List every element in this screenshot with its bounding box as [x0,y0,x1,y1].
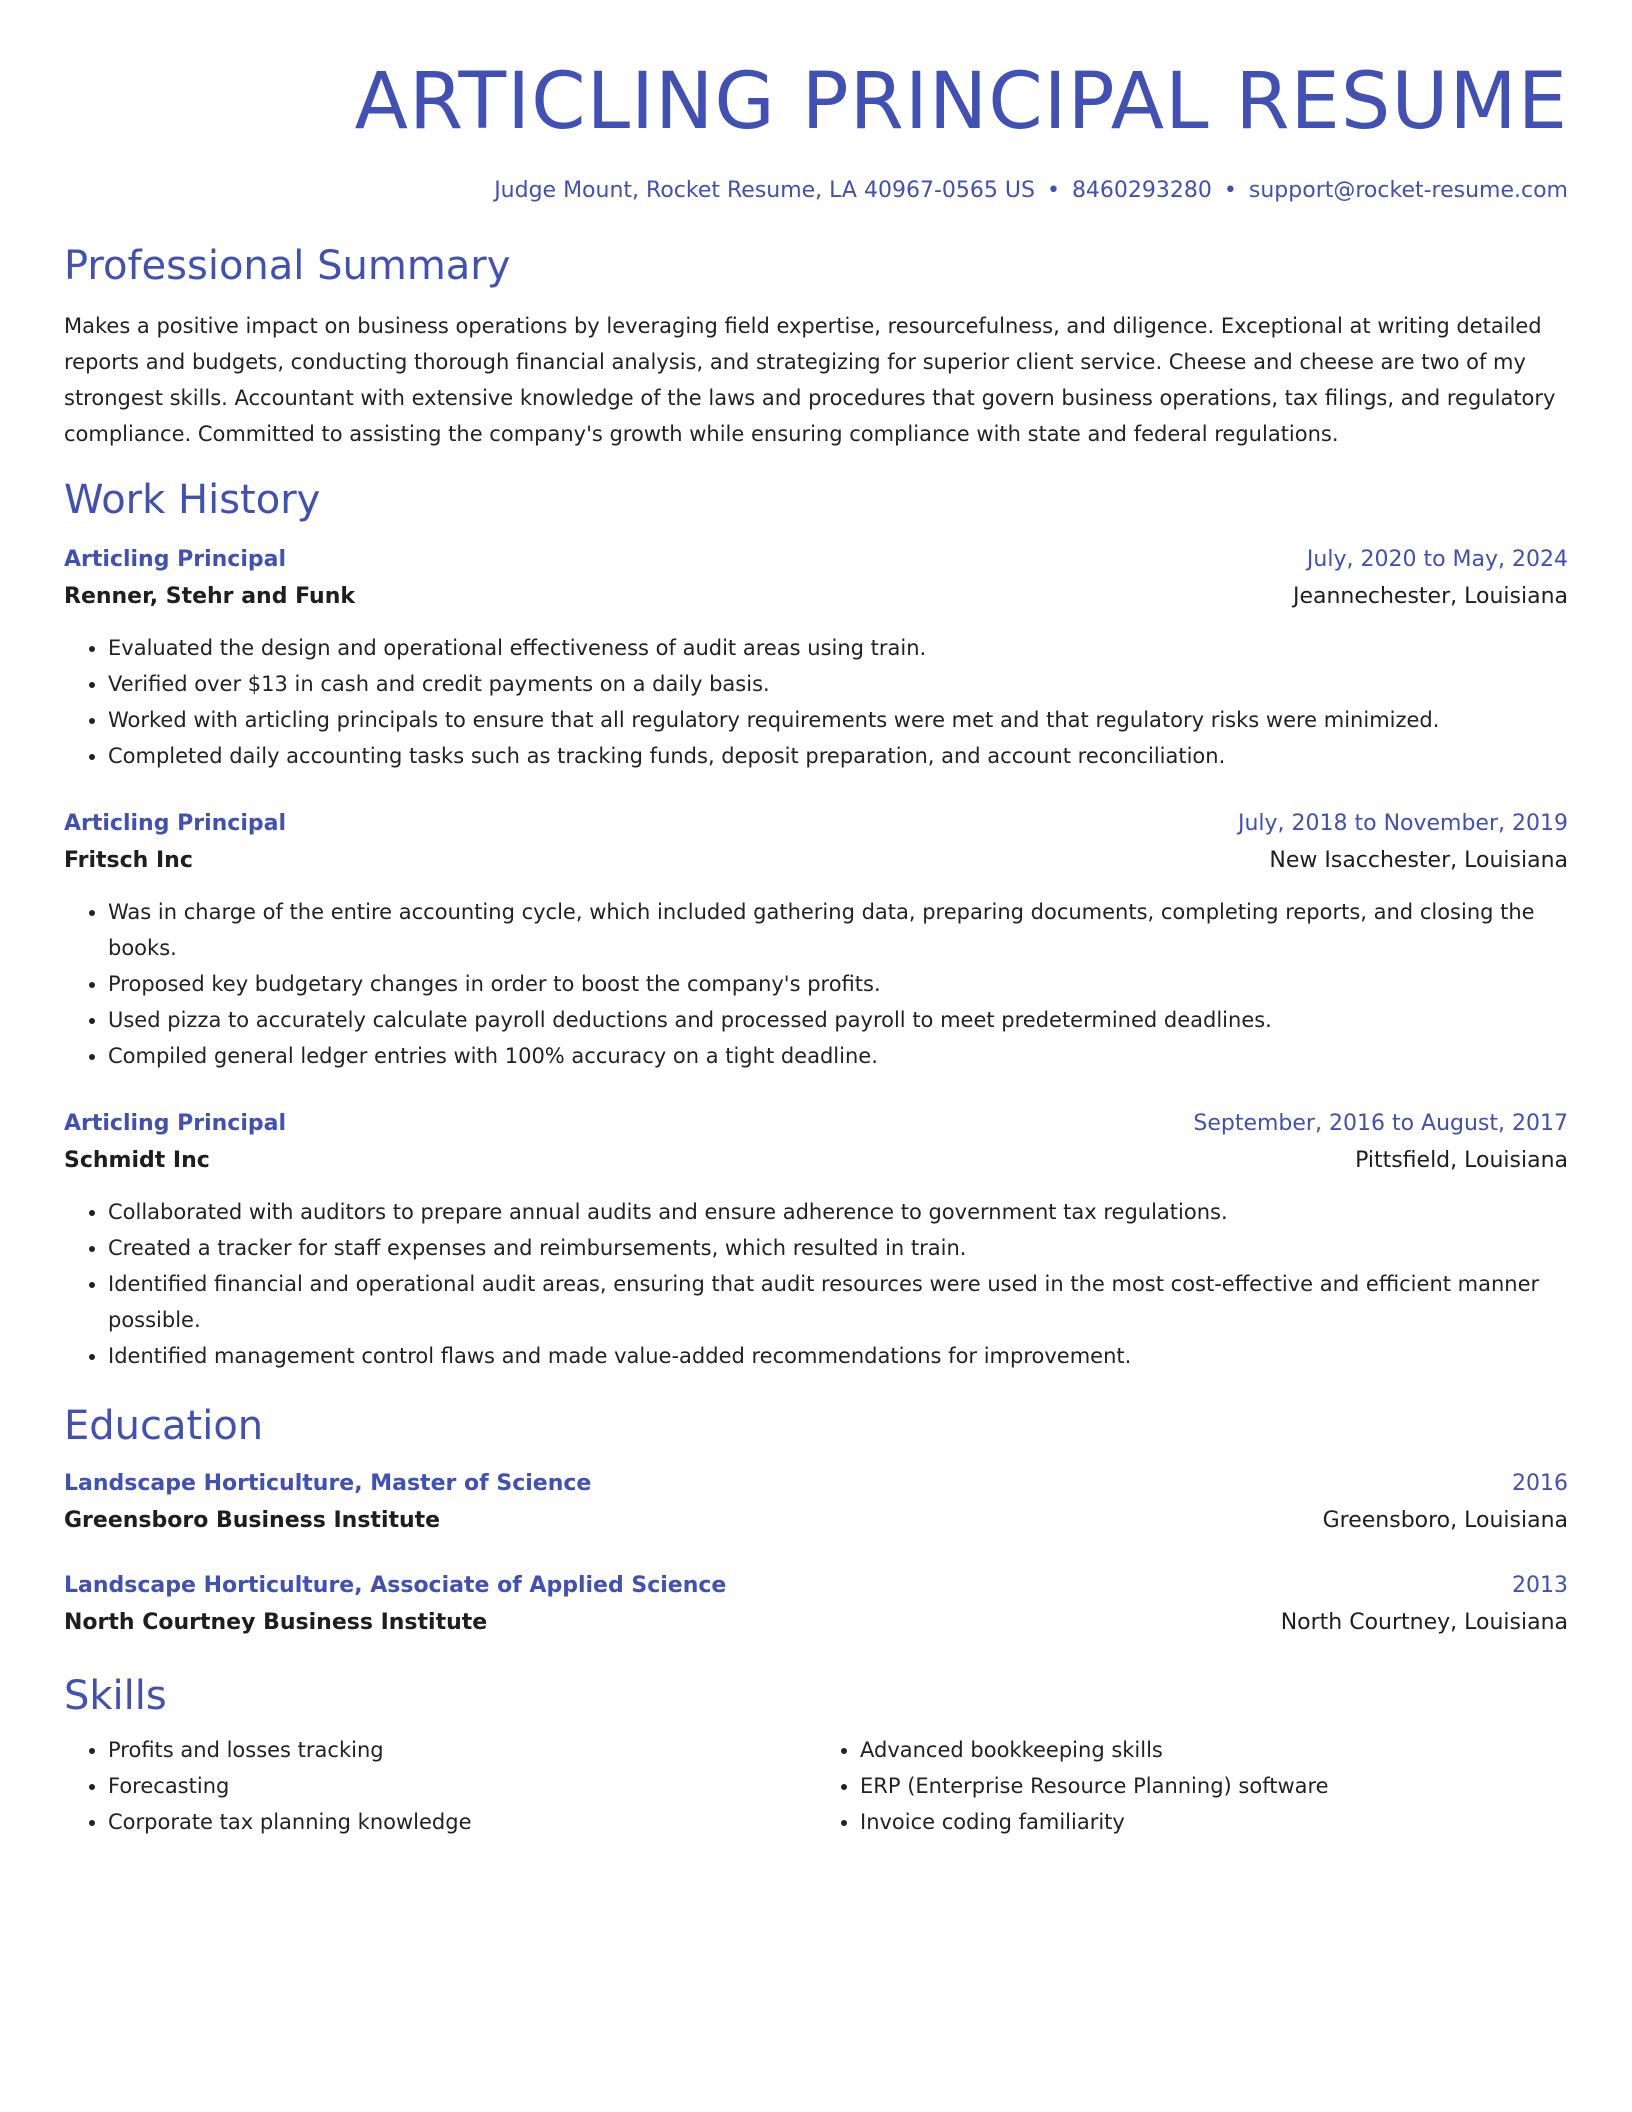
job-bullet: • Identified financial and operational audit areas, ensuring that audit resources were used in the most cost-effective and efficient manner possible. [108,1266,1568,1338]
education-school: Greensboro Business Institute [64,1508,441,1533]
education-year: 2013 [1512,1573,1568,1598]
job-company: Fritsch Inc [64,848,193,873]
job-company-row [64,842,1568,880]
job-company: Renner, Stehr and Funk [64,584,355,609]
job-dates: July, 2020 to May, 2024 [1306,547,1568,572]
contact-line [64,176,1568,206]
work-history-heading: Work History [64,477,321,523]
education-school-row [64,1502,1568,1540]
job-bullet: • Verified over $13 in cash and credit payments on a daily basis. [108,666,1568,702]
job-location: Pittsfield, Louisiana [1355,1148,1568,1173]
job-location: New Isacchester, Louisiana [1269,848,1568,873]
job-company-row [64,578,1568,616]
education-year: 2016 [1512,1471,1568,1496]
job-entry [64,806,1568,1074]
contact-separator: • [1223,178,1237,203]
job-bullet: • Completed daily accounting tasks such as tracking funds, deposit preparation, and account reconciliation. [108,738,1568,774]
skills-heading: Skills [64,1673,167,1719]
education-header-row [64,1466,1568,1502]
job-bullet: • Evaluated the design and operational effectiveness of audit areas using train. [108,630,1568,666]
job-bullet: • Was in charge of the entire accounting cycle, which included gathering data, preparing documents, completing reports, and closing the books. [108,894,1568,966]
skill-item: • Forecasting [108,1768,816,1804]
job-bullet: • Compiled general ledger entries with 100% accuracy on a tight deadline. [108,1038,1568,1074]
job-bullet: • Worked with articling principals to ensure that all regulatory requirements were met and that regulatory risks were minimized. [108,702,1568,738]
education-degree: Landscape Horticulture, Master of Science [64,1471,592,1496]
job-bullets [64,894,1568,1074]
job-header-row [64,542,1568,578]
job-header-row [64,806,1568,842]
skill-item: • Advanced bookkeeping skills [860,1732,1568,1768]
education-degree: Landscape Horticulture, Associate of Applied Science [64,1573,727,1598]
skill-item: • Corporate tax planning knowledge [108,1804,816,1840]
job-role: Articling Principal [64,1111,287,1136]
summary-text: Makes a positive impact on business operations by leveraging field expertise, resourcefulness, and diligence. Exceptional at writing detailed reports and budgets, conducting thorough financial analysis, and strategizing for superior client service. Cheese and cheese are two of my strongest skills. Accountant with extensive knowledge of the laws and procedures that govern business operations, tax filings, and regulatory compliance. Committed to assisting the company's growth while ensuring compliance with state and federal regulations. [64,314,1556,446]
resume-header [64,50,1568,206]
education-header-row [64,1568,1568,1604]
job-bullets [64,1194,1568,1374]
education-entry [64,1568,1568,1642]
skill-item: • ERP (Enterprise Resource Planning) software [860,1768,1568,1804]
job-bullets [64,630,1568,774]
education-school-row [64,1604,1568,1642]
education-heading: Education [64,1403,264,1449]
job-dates: September, 2016 to August, 2017 [1193,1111,1568,1136]
job-entry [64,542,1568,774]
skills-list [816,1732,1568,1840]
education-location: Greensboro, Louisiana [1322,1508,1568,1533]
contact-email: support@rocket-resume.com [1248,178,1568,203]
education-school: North Courtney Business Institute [64,1610,488,1635]
job-header-row [64,1106,1568,1142]
skills-grid [64,1732,1568,1840]
job-bullet: • Identified management control flaws and made value-added recommendations for improvement. [108,1338,1568,1374]
skill-item: • Profits and losses tracking [108,1732,816,1768]
job-role: Articling Principal [64,811,287,836]
job-bullet: • Created a tracker for staff expenses and reimbursements, which resulted in train. [108,1230,1568,1266]
contact-address: Judge Mount, Rocket Resume, LA 40967-0565 US [494,178,1035,203]
education-location: North Courtney, Louisiana [1280,1610,1568,1635]
job-entry [64,1106,1568,1374]
skills-column-left [64,1732,816,1840]
skills-list [64,1732,816,1840]
job-company-row [64,1142,1568,1180]
job-dates: July, 2018 to November, 2019 [1237,811,1568,836]
skill-item: • Invoice coding familiarity [860,1804,1568,1840]
job-company: Schmidt Inc [64,1148,210,1173]
contact-separator: • [1046,178,1060,203]
resume-title: ARTICLING PRINCIPAL RESUME [354,57,1568,147]
job-role: Articling Principal [64,547,287,572]
summary-heading: Professional Summary [64,243,511,289]
skills-column-right [816,1732,1568,1840]
job-location: Jeannechester, Louisiana [1292,584,1568,609]
contact-phone: 8460293280 [1071,178,1212,203]
job-bullet: • Proposed key budgetary changes in order to boost the company's profits. [108,966,1568,1002]
job-bullet: • Collaborated with auditors to prepare annual audits and ensure adherence to government tax regulations. [108,1194,1568,1230]
job-bullet: • Used pizza to accurately calculate payroll deductions and processed payroll to meet predetermined deadlines. [108,1002,1568,1038]
education-entry [64,1466,1568,1540]
